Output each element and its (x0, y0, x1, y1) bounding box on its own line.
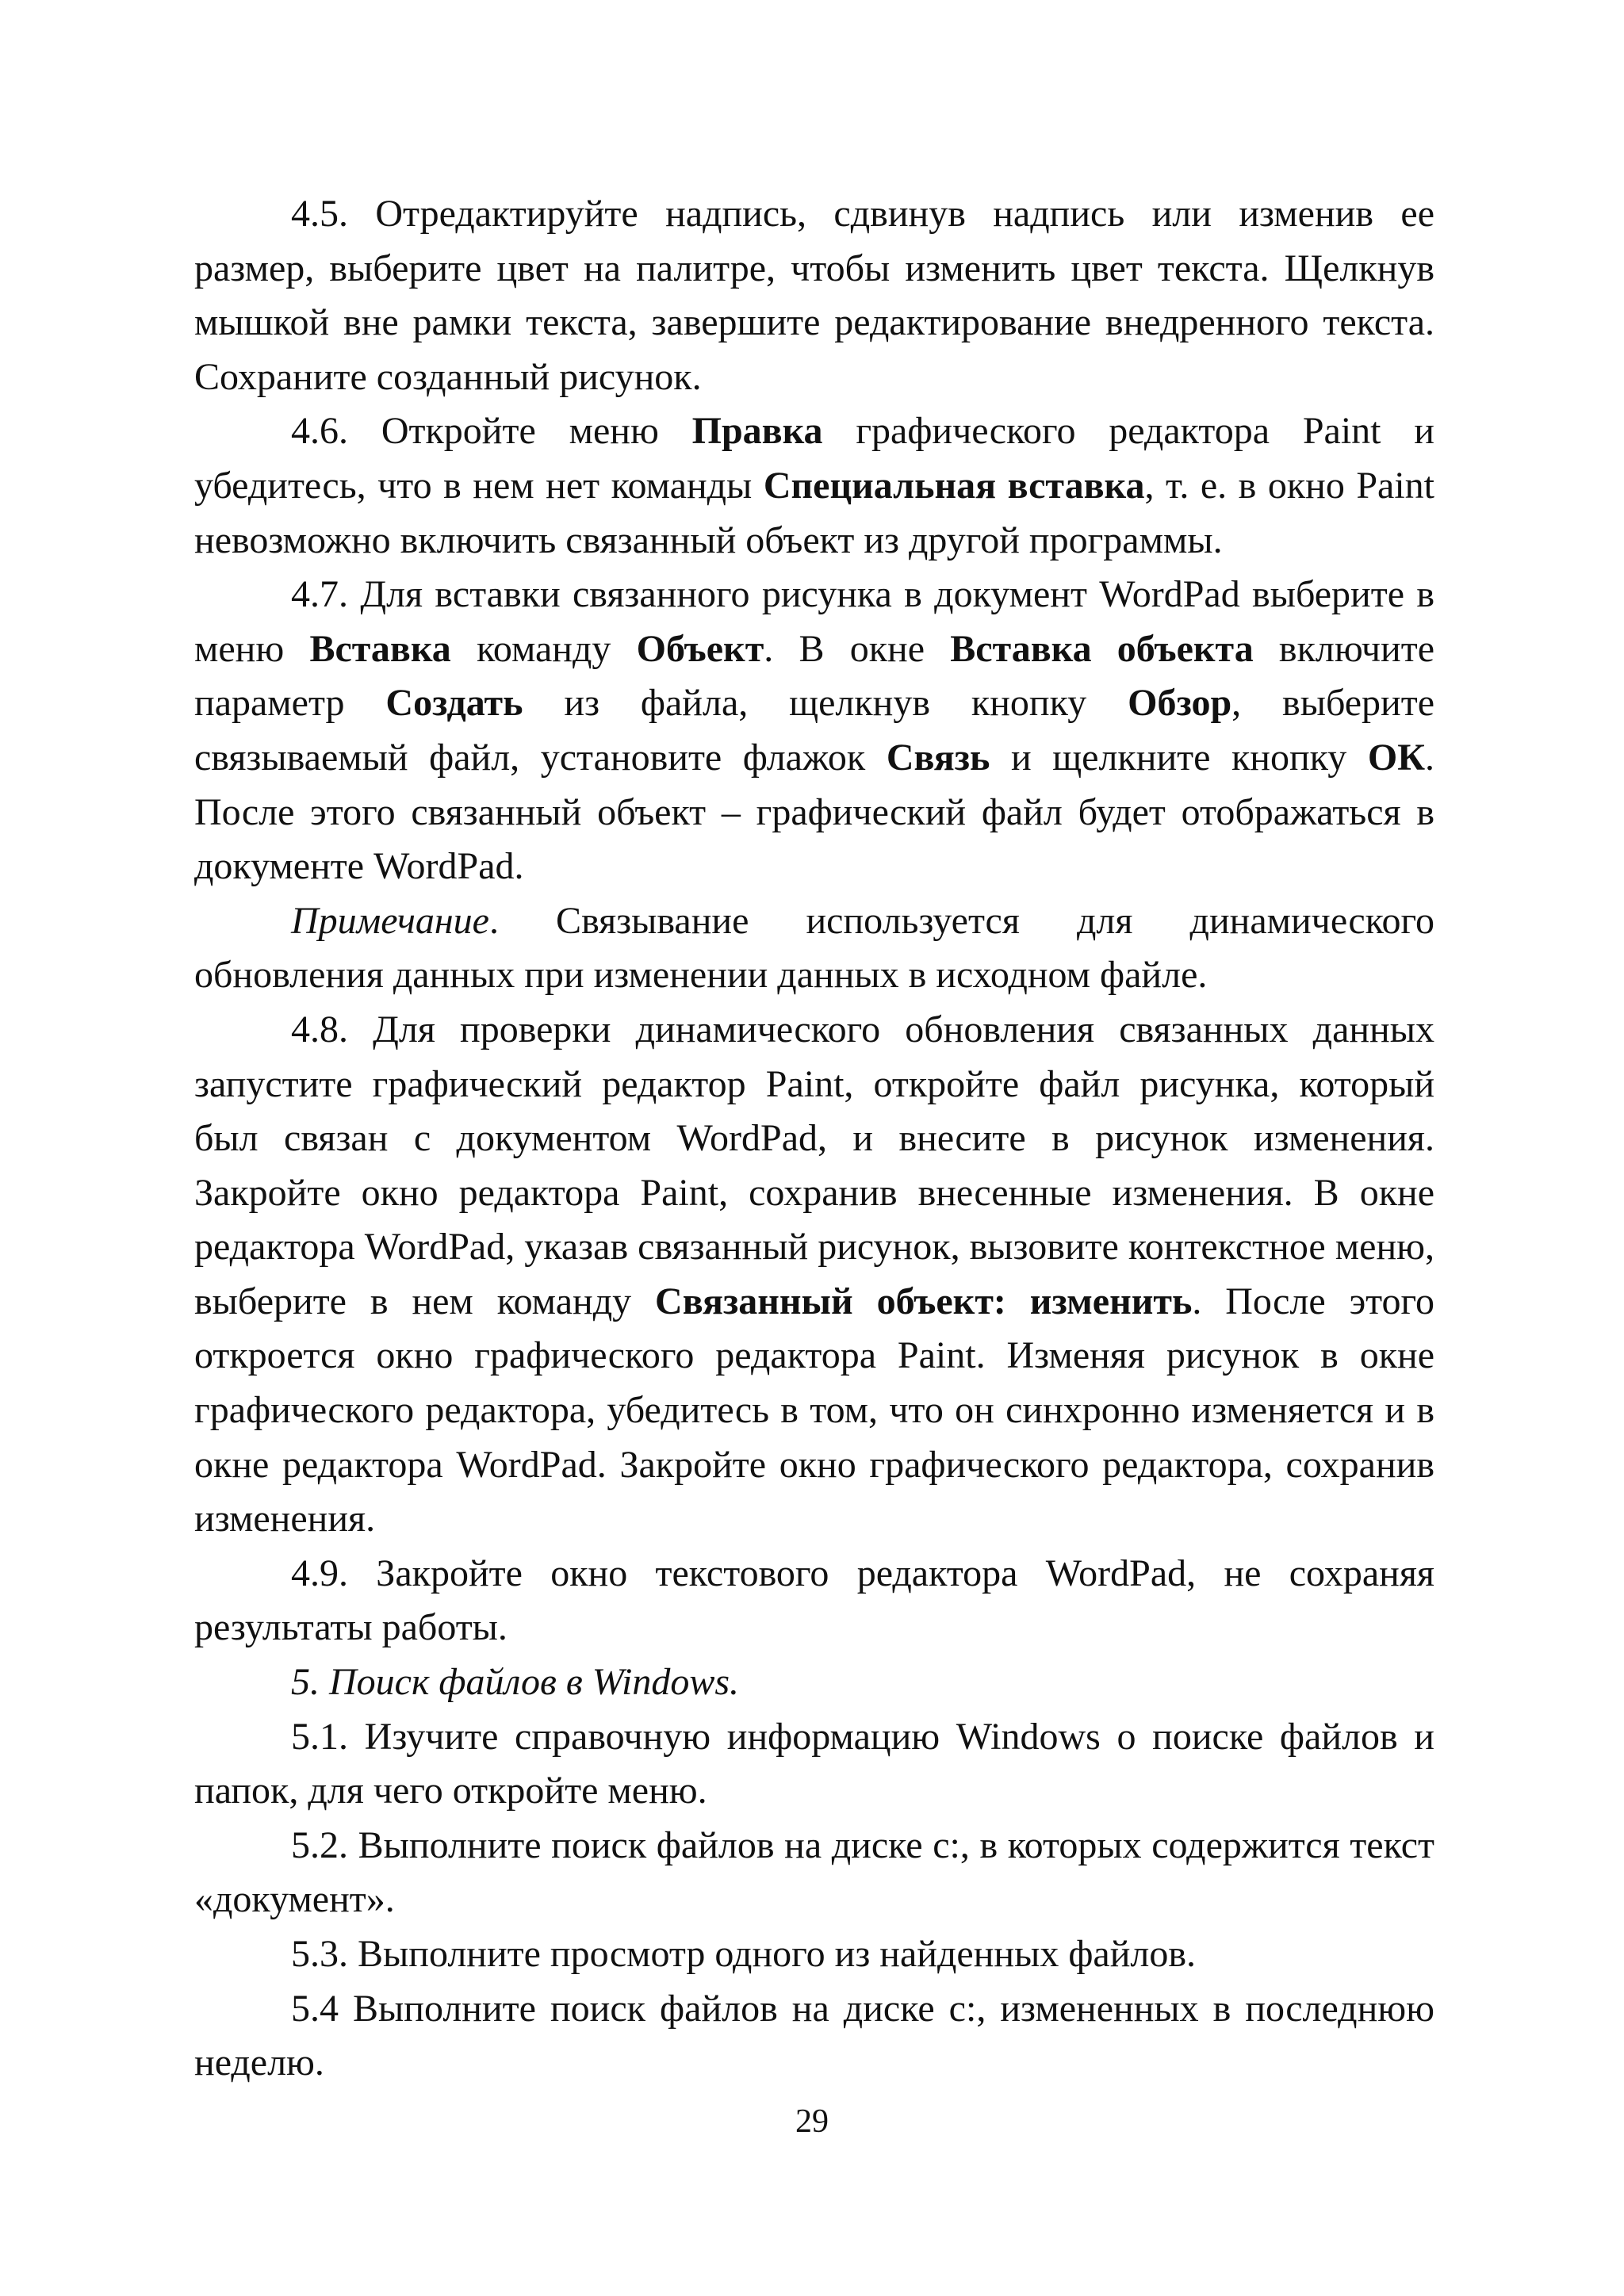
text-run: 4.5. Отредактируйте надпись, сдвинув надпись или изменив ее размер, выберите цвет на палитре, чтобы изменить цвет текста. Щелкнув мышкой вне рамки текста, завершите редактирование внедренного текста. Сохраните созданный рисунок. (194, 193, 1434, 398)
text-run: включите параметр (194, 627, 1435, 725)
text-run: . Связывание используется для динамического обновления данных при изменении данных в исходном файле. (194, 899, 1434, 997)
text-run: 4.6. Откройте меню (291, 410, 692, 453)
text-run: . После этого связанный объект – графический файл будет отображаться в документе WordPad. (194, 736, 1434, 888)
text-run: 5.1. Изучите справочную информацию Windows о поиске файлов и папок, для чего откройте меню. (194, 1715, 1434, 1812)
paragraph-5-4 (194, 1982, 1434, 2091)
paragraph-4-9 (194, 1547, 1434, 1655)
text-run: из файла, щелкнув кнопку (523, 682, 1128, 725)
bold-term: ОК (1367, 736, 1425, 779)
text-run: , т. е. в окно Paint невозможно включить связанный объект из другой программы. (194, 464, 1435, 561)
bold-term: Правка (691, 410, 823, 453)
paragraph-list (194, 187, 1434, 2091)
bold-term: Связанный объект: изменить (655, 1280, 1193, 1322)
paragraph-5-1 (194, 1710, 1434, 1819)
page-body (194, 187, 1434, 2091)
text-run: 4.8. Для проверки динамического обновления связанных данных запустите графический редактор Paint, откройте файл рисунка, который был связан с документом WordPad, и внесите в рисунок изменения. Закройте окно редактора Paint, сохранив внесенные изменения. В окне редактора WordPad, указав связанный рисунок, вызовите контекстное меню, выберите в нем команду (194, 1008, 1434, 1322)
text-run: и щелкните кнопку (990, 736, 1368, 779)
text-run: 5.2. Выполните поиск файлов на диске c:, в которых содержится текст «документ». (194, 1823, 1434, 1921)
paragraph-4-7 (194, 568, 1434, 894)
text-run: , выберите связываемый файл, установите флажок (194, 682, 1435, 779)
paragraph-4-8 (194, 1003, 1434, 1547)
text-run: 4.9. Закройте окно текстового редактора WordPad, не сохраняя результаты работы. (194, 1552, 1434, 1649)
paragraph-4-5 (194, 187, 1434, 404)
bold-term: Создать (385, 682, 523, 725)
paragraph-note (194, 894, 1434, 1003)
paragraph-5-3 (194, 1927, 1434, 1982)
text-run: графического редактора Paint и убедитесь, что в нем нет команды (194, 410, 1434, 507)
text-run: . После этого откроется окно графического редактора Paint. Изменяя рисунок в окне графического редактора, убедитесь в том, что он синхронно изменяется и в окне редактора WordPad. Закройте окно графического редактора, сохранив изменения. (194, 1280, 1434, 1540)
text-run: команду (450, 627, 637, 670)
italic-text: 5. Поиск файлов в Windows. (291, 1661, 740, 1704)
bold-term: Обзор (1128, 682, 1232, 725)
text-run: 5.3. Выполните просмотр одного из найденных файлов. (291, 1933, 1197, 1975)
text-run: 4.7. Для вставки связанного рисунка в документ WordPad выберите в меню (194, 573, 1434, 670)
page-number: 29 (795, 2103, 829, 2140)
paragraph-4-6 (194, 404, 1434, 568)
bold-term: Связь (886, 736, 990, 779)
italic-text: Примечание (291, 899, 489, 942)
paragraph-5 (194, 1655, 1434, 1710)
bold-term: Вставка (309, 627, 451, 670)
bold-term: Вставка объекта (950, 627, 1254, 670)
paragraph-5-2 (194, 1819, 1434, 1927)
bold-term: Специальная вставка (763, 464, 1145, 507)
text-run: . В окне (764, 627, 951, 670)
bold-term: Объект (636, 627, 764, 670)
text-run: 5.4 Выполните поиск файлов на диске c:, измененных в последнюю неделю. (194, 1987, 1434, 2084)
